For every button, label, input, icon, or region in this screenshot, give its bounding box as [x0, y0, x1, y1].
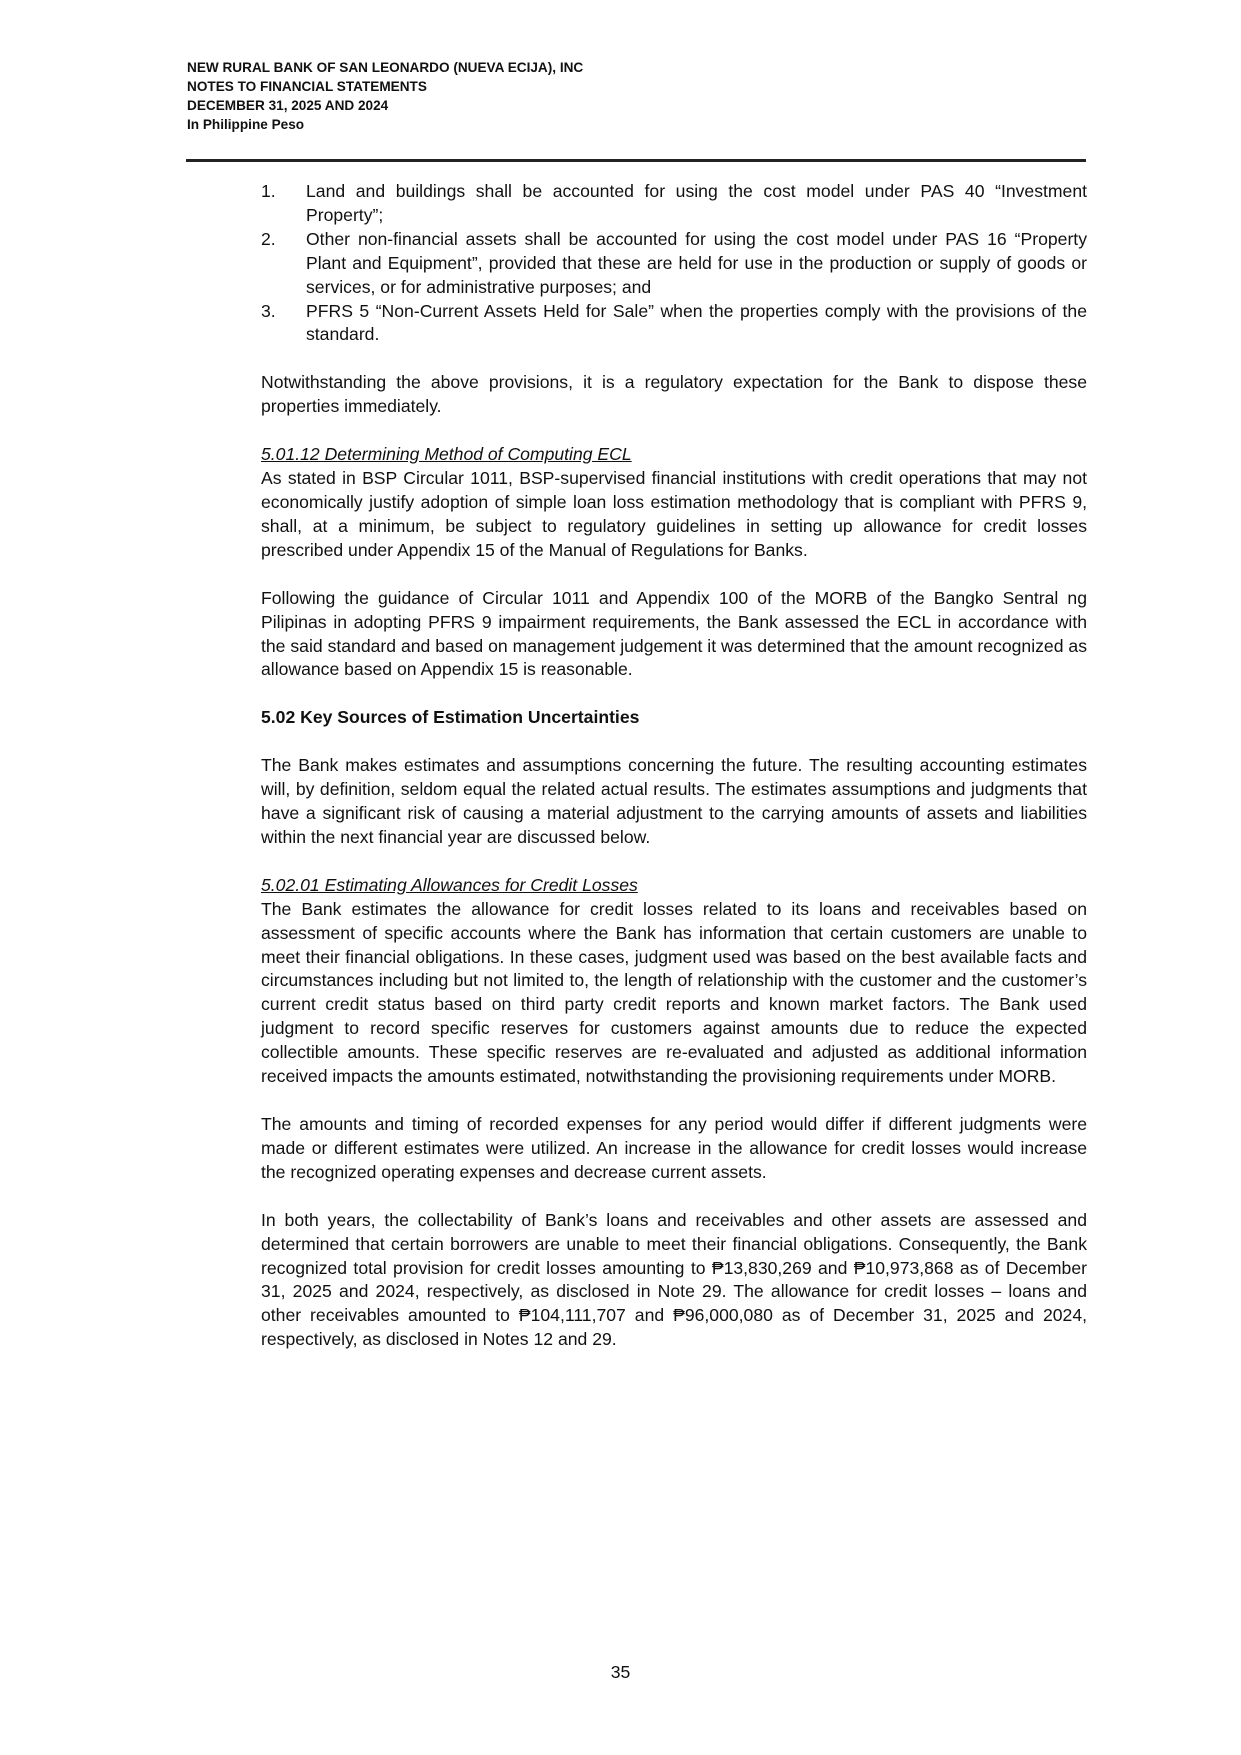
- subheading-5-01-12: 5.01.12 Determining Method of Computing ECL: [261, 444, 632, 465]
- paragraph-timing: The amounts and timing of recorded expenses for any period would differ if different judgments were made or different estimates were utilized. An increase in the allowance for credit losses would increase the recognized operating expenses and decrease current assets.: [261, 1114, 1087, 1182]
- document-body: [261, 180, 1087, 1352]
- numbered-list: [261, 180, 1087, 347]
- header-notes-title: NOTES TO FINANCIAL STATEMENTS: [187, 79, 427, 94]
- list-item: [261, 228, 1087, 300]
- paragraph-allowance: The Bank estimates the allowance for credit losses related to its loans and receivables based on assessment of specific accounts where the Bank has information that certain customers are unable to meet their financial obligations. In these cases, judgment used was based on the best available facts and circumstances including but not limited to, the length of relationship with the customer and the customer’s current credit status based on third party credit reports and known market factors. The Bank used judgment to record specific reserves for customers against amounts due to reduce the expected collectible amounts. These specific reserves are re-evaluated and adjusted as additional information received impacts the amounts estimated, notwithstanding the provisioning requirements under MORB.: [261, 898, 1087, 1087]
- list-item-number: 3.: [261, 300, 276, 321]
- list-item: [261, 300, 1087, 348]
- paragraph-notwithstanding: Notwithstanding the above provisions, it is a regulatory expectation for the Bank to dispose these properties immediately.: [261, 372, 1087, 417]
- header-date: DECEMBER 31, 2025 AND 2024: [187, 98, 389, 113]
- page-number: 35: [610, 1662, 631, 1682]
- list-item-number: 2.: [261, 228, 276, 249]
- subheading-5-02-01: 5.02.01 Estimating Allowances for Credit Losses: [261, 874, 638, 895]
- paragraph-following-guidance: Following the guidance of Circular 1011 and Appendix 100 of the MORB of the Bangko Sentral ng Pilipinas in adopting PFRS 9 impairment requirements, the Bank assessed the ECL in accordance with the said standard and based on management judgement it was determined that the amount recognized as allowance based on Appendix 15 is reasonable.: [261, 587, 1087, 680]
- list-item-text: Other non-financial assets shall be accounted for using the cost model under PAS 16 “Property Plant and Equipment”, provided that these are held for use in the production or supply of goods or services, or for administrative purposes; and: [306, 228, 1087, 297]
- list-item-text: PFRS 5 “Non-Current Assets Held for Sale” when the properties comply with the provisions of the standard.: [306, 300, 1087, 345]
- paragraph-both-years: In both years, the collectability of Bank’s loans and receivables and other assets are assessed and determined that certain borrowers are unable to meet their financial obligations. Consequently, the Bank recognized total provision for credit losses amounting to ₱13,830,269 and ₱10,973,868 as of December 31, 2025 and 2024, respectively, as disclosed in Note 29. The allowance for credit losses – loans and other receivables amounted to ₱104,111,707 and ₱96,000,080 as of December 31, 2025 and 2024, respectively, as disclosed in Notes 12 and 29.: [261, 1209, 1087, 1350]
- list-item-number: 1.: [261, 181, 276, 201]
- header-currency: In Philippine Peso: [187, 117, 305, 132]
- header-divider: [186, 159, 1086, 162]
- paragraph-estimates: The Bank makes estimates and assumptions concerning the future. The resulting accounting estimates will, by definition, seldom equal the related actual results. The estimates assumptions and judgments that have a significant risk of causing a material adjustment to the carrying amounts of assets and liabilities within the next financial year are discussed below.: [261, 755, 1087, 847]
- list-item: [261, 180, 1087, 228]
- header-bank-name: NEW RURAL BANK OF SAN LEONARDO (NUEVA ECIJA), INC: [187, 60, 584, 75]
- document-header: [187, 58, 1087, 134]
- paragraph-bsp-circular: As stated in BSP Circular 1011, BSP-supervised financial institutions with credit operations that may not economically justify adoption of simple loan loss estimation methodology that is compliant with PFRS 9, shall, at a minimum, be subject to regulatory guidelines in setting up allowance for credit losses prescribed under Appendix 15 of the Manual of Regulations for Banks.: [261, 468, 1087, 560]
- section-heading-5-02: 5.02 Key Sources of Estimation Uncertainties: [261, 707, 640, 728]
- list-item-text: Land and buildings shall be accounted for using the cost model under PAS 40 “Investment Property”;: [306, 181, 1087, 225]
